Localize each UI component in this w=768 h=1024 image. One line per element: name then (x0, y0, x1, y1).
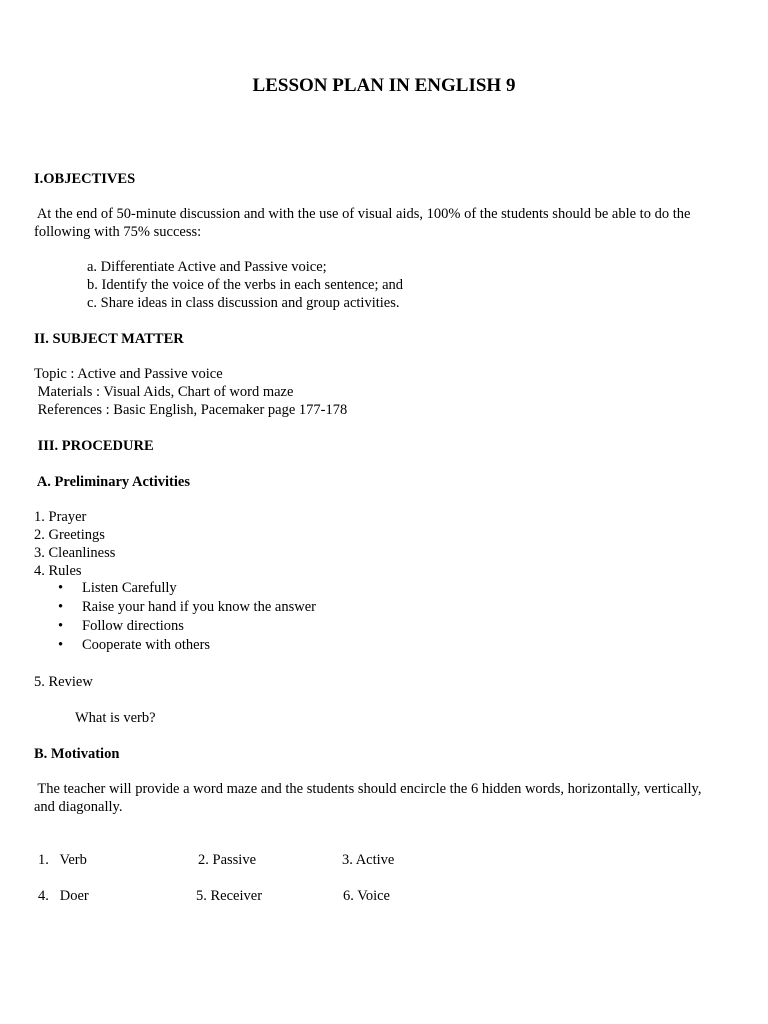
procedure-heading: III. PROCEDURE (34, 438, 154, 454)
rule-text: Cooperate with others (82, 637, 211, 653)
word-item-active: 3. Active (342, 852, 395, 868)
rule-item (56, 636, 316, 655)
preliminary-item-greetings: 2. Greetings (34, 527, 105, 543)
objectives-intro-line1: At the end of 50-minute discussion and with the use of visual aids, 100% of the students should be able to do the (34, 206, 691, 222)
objectives-intro-line2: following with 75% success: (34, 224, 202, 240)
word-item-verb: 1. Verb (38, 852, 87, 868)
rules-list (56, 579, 316, 655)
bullet-icon: • (58, 637, 64, 653)
objective-item-b: b. Identify the voice of the verbs in each sentence; and (87, 277, 404, 293)
bullet-icon: • (58, 618, 64, 634)
word-item-passive: 2. Passive (198, 852, 256, 868)
preliminary-item-rules: 4. Rules (34, 563, 82, 579)
objectives-heading: I.OBJECTIVES (34, 171, 136, 187)
preliminary-item-cleanliness: 3. Cleanliness (34, 545, 116, 561)
subject-matter-topic: Topic : Active and Passive voice (34, 366, 223, 382)
rule-item (56, 598, 316, 617)
bullet-icon: • (58, 580, 64, 596)
motivation-text-line1: The teacher will provide a word maze and the students should encircle the 6 hidden words, horizontally, vertically, (34, 781, 702, 797)
objective-item-a: a. Differentiate Active and Passive voice; (87, 259, 327, 275)
rule-item (56, 579, 316, 598)
word-item-doer: 4. Doer (38, 888, 89, 904)
subject-matter-heading: II. SUBJECT MATTER (34, 331, 184, 347)
objective-item-c: c. Share ideas in class discussion and group activities. (87, 295, 400, 311)
bullet-icon: • (58, 599, 64, 615)
word-item-receiver: 5. Receiver (196, 888, 263, 904)
rule-text: Listen Carefully (82, 580, 177, 596)
rule-text: Follow directions (82, 618, 184, 634)
word-item-voice: 6. Voice (343, 888, 390, 904)
review-item: 5. Review (34, 674, 93, 690)
preliminary-activities-heading: A. Preliminary Activities (34, 474, 190, 490)
preliminary-item-prayer: 1. Prayer (34, 509, 87, 525)
subject-matter-references: References : Basic English, Pacemaker page 177-178 (34, 402, 348, 418)
motivation-text-line2: and diagonally. (34, 799, 123, 815)
rule-item (56, 617, 316, 636)
rule-text: Raise your hand if you know the answer (82, 599, 316, 615)
review-question: What is verb? (75, 710, 156, 726)
subject-matter-materials: Materials : Visual Aids, Chart of word maze (34, 384, 294, 400)
motivation-heading: B. Motivation (34, 746, 120, 762)
document-title: LESSON PLAN IN ENGLISH 9 (252, 75, 516, 96)
